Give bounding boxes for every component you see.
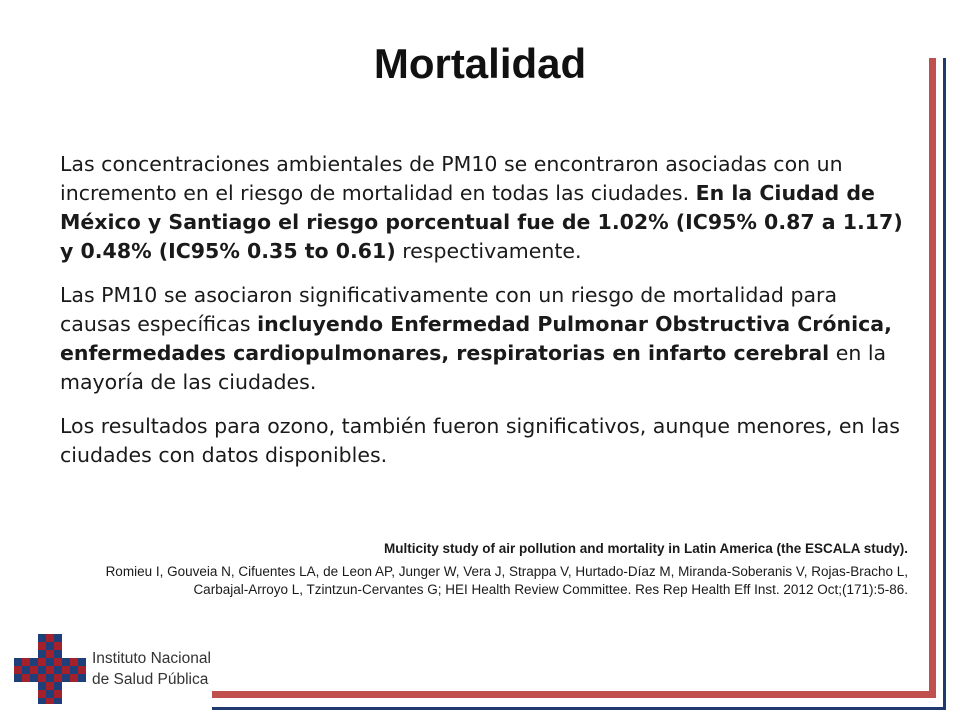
frame-border-red-horizontal bbox=[212, 691, 936, 698]
frame-border-red-vertical bbox=[929, 58, 936, 698]
slide-body bbox=[60, 150, 910, 485]
logo-text bbox=[92, 648, 211, 690]
logo-line-2: de Salud Pública bbox=[92, 671, 209, 688]
citation-authors: Romieu I, Gouveia N, Cifuentes LA, de Leon AP, Junger W, Vera J, Strappa V, Hurtado-Díaz M, Miranda-Soberanis V, Rojas-Bracho L, Carbajal-Arroyo L, Tzintzun-Cervantes G; HEI Health Review Committee. Res Rep Health Eff Inst. 2012 Oct;(171):5-86. bbox=[105, 564, 908, 597]
citation-title: Multicity study of air pollution and mortality in Latin America (the ESCALA study). bbox=[383, 541, 908, 556]
slide-title: Mortalidad bbox=[373, 40, 587, 87]
paragraph-specific-causes bbox=[60, 281, 910, 397]
paragraph-ozone bbox=[60, 412, 910, 470]
paragraph-text: respectivamente. bbox=[395, 239, 582, 263]
logo-line-1: Instituto Nacional bbox=[92, 650, 211, 667]
frame-border-blue-vertical bbox=[943, 58, 946, 710]
frame-border-blue-horizontal bbox=[212, 707, 946, 710]
paragraph-text: Las PM10 se asociaron significativamente con un riesgo de mortalidad para causas específicas bbox=[60, 283, 838, 336]
paragraph-text: Las concentraciones ambientales de PM10 se encontraron asociadas con un incremento en el riesgo de mortalidad en todas las ciudades. bbox=[60, 152, 843, 205]
paragraph-pm10-association bbox=[60, 150, 910, 266]
paragraph-text: en la mayoría de las ciudades. bbox=[60, 341, 887, 394]
paragraph-text: Los resultados para ozono, también fueron significativos, aunque menores, en las ciudades con datos disponibles. bbox=[60, 414, 900, 467]
checker-cross-logo-icon bbox=[14, 632, 86, 704]
paragraph-bold-text: En la Ciudad de México y Santiago el riesgo porcentual fue de 1.02% (IC95% 0.87 a 1.17) y 0.48% (IC95% 0.35 to 0.61) bbox=[60, 181, 903, 263]
paragraph-bold-text: incluyendo Enfermedad Pulmonar Obstructiva Crónica, enfermedades cardiopulmonares, respiratorias en infarto cerebral bbox=[60, 312, 892, 365]
institution-logo bbox=[14, 632, 224, 704]
citation bbox=[60, 540, 908, 599]
